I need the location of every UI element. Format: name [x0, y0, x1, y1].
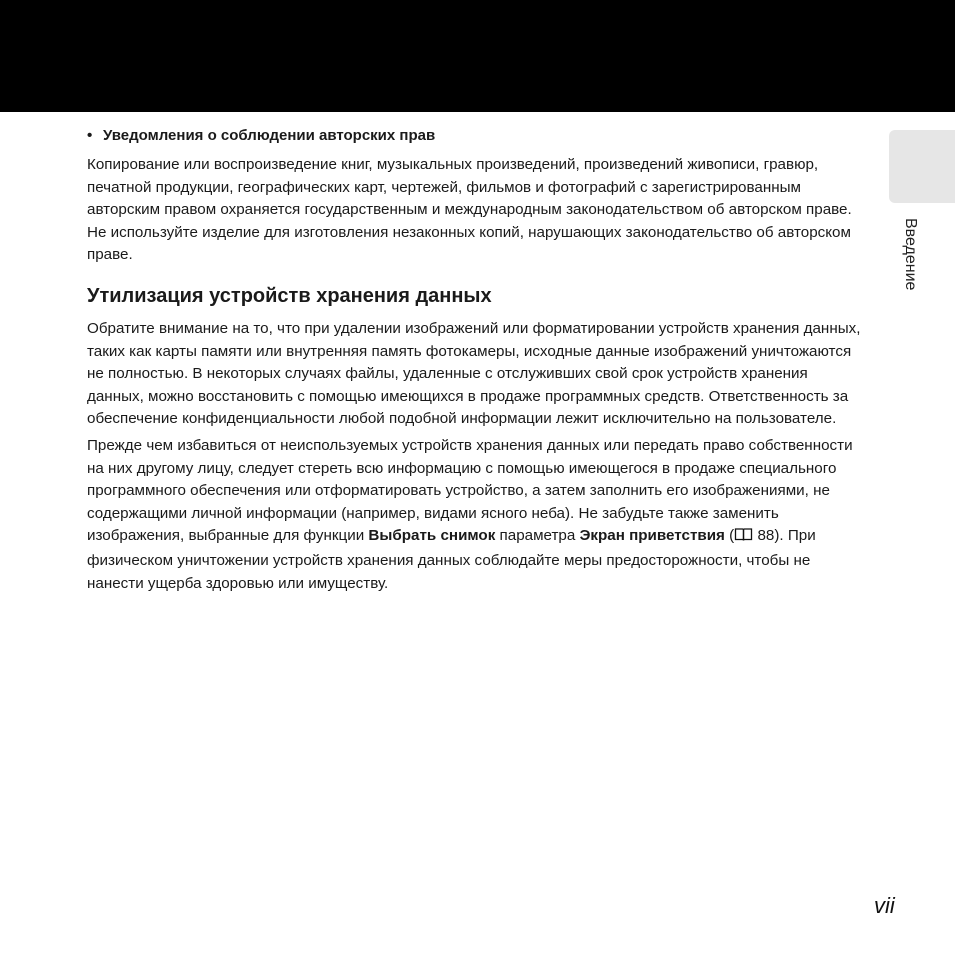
- copyright-paragraph: Копирование или воспроизведение книг, музыкальных произведений, произведений живописи, гравюр, печатной продукции, географических карт, чертежей, фильмов и фотографий с зарегистрированным авторским правом охраняется государственным и международным законодательством об авторском праве. Не используйте изделие для изготовления незаконных копий, нарушающих законодательство об авторском праве.: [87, 156, 852, 264]
- section-tab: [889, 130, 955, 203]
- p2-text-1: Прежде чем избавиться от неиспользуемых устройств хранения данных или передать право собственности на них другому лицу, следует стереть всю информацию с помощью имеющегося в продаже специального программного обеспечения или отформатировать устройство, а затем заполнить его изображениями, не содержащими личной информации (например, видами ясного неба). Не забудьте также заменить изображения, выбранные для функции: [87, 436, 853, 545]
- page-number: vii: [874, 893, 895, 918]
- p2-text-3: (: [724, 527, 735, 545]
- bullet: •: [87, 127, 93, 144]
- section-tab-label: Введение: [902, 218, 919, 291]
- disposal-heading: Утилизация устройств хранения данных: [87, 284, 492, 307]
- copyright-heading: [87, 124, 867, 148]
- menu-item-welcome-screen: Экран приветствия: [579, 527, 725, 545]
- disposal-paragraph-2: [87, 435, 867, 595]
- p2-text-4: ). При физическом уничтожении устройств хранения данных соблюдайте меры предосторожности, чтобы не нанести ущерба здоровью или имуществу.: [87, 527, 816, 592]
- menu-item-select-image: Выбрать снимок: [368, 527, 496, 545]
- page-content: [87, 124, 867, 599]
- header-band: [0, 0, 955, 112]
- copyright-heading-text: Уведомления о соблюдении авторских прав: [103, 127, 436, 144]
- page-reference[interactable]: 88: [757, 527, 775, 545]
- book-reference-icon: [734, 527, 753, 550]
- p2-text-2: параметра: [495, 527, 580, 545]
- disposal-paragraph-1: Обратите внимание на то, что при удалении изображений или форматировании устройств хранения данных, таких как карты памяти или внутренняя память фотокамеры, исходные данные изображений уничтожаются не полностью. В некоторых случаях файлы, удаленные с отслуживших свой срок устройств хранения данных, можно восстановить с помощью имеющихся в продаже программных средств. Ответственность за обеспечение конфиденциальности любой подобной информации лежит исключительно на пользователе.: [87, 319, 861, 428]
